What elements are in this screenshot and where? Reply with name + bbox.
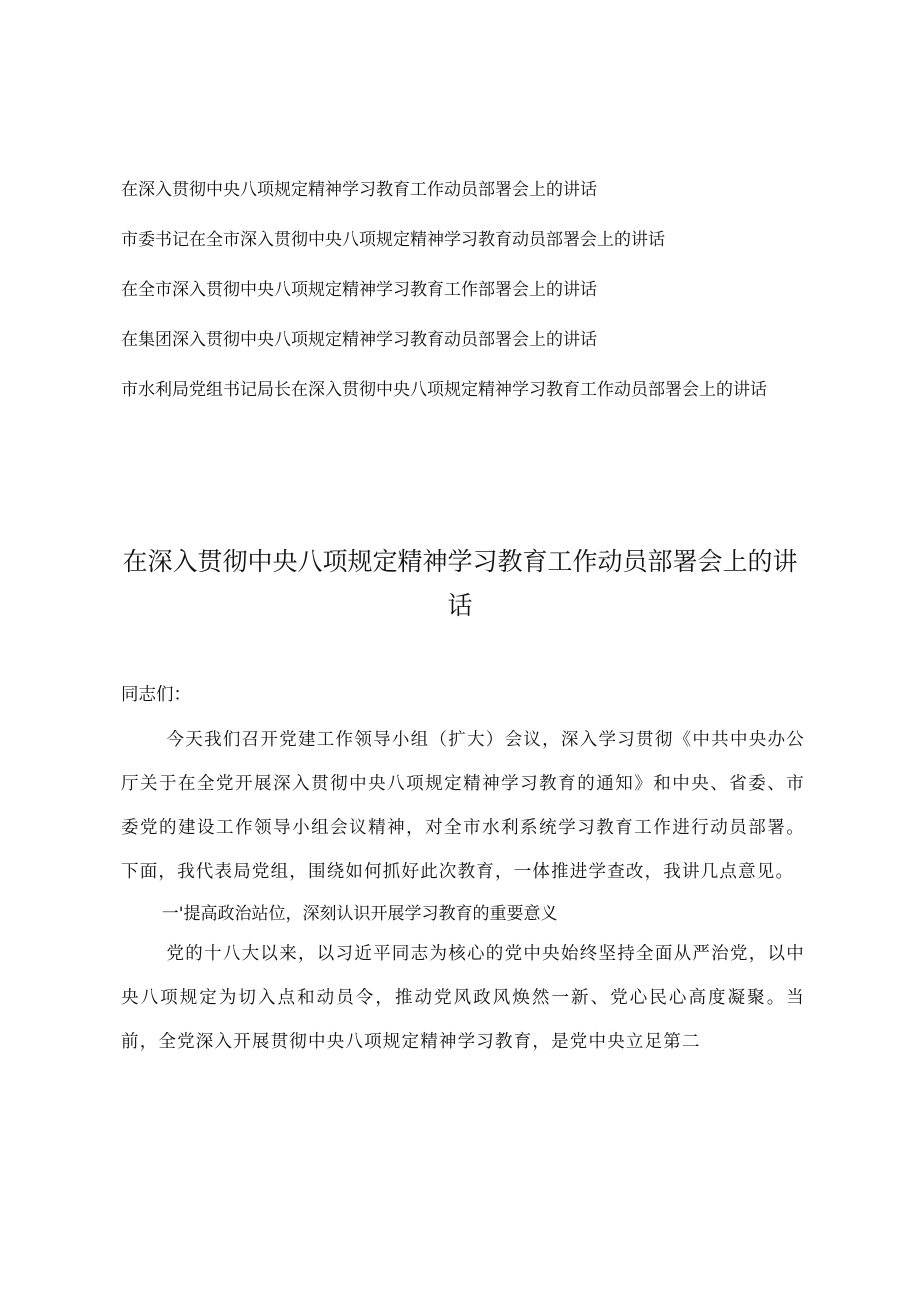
- paragraph-2: 党的十八大以来，以习近平同志为核心的党中央始终坚持全面从严治党，以中央八项规定为切入点和动员令，推动党风政风焕然一新、党心民心高度凝聚。当前，全党深入开展贯彻中央八项规定精神学习教育，是党中央立足第二: [121, 944, 805, 1052]
- toc-item-3[interactable]: 在全市深入贯彻中央八项规定精神学习教育工作部署会上的讲话: [121, 280, 597, 300]
- salutation: 同志们：: [121, 685, 191, 705]
- toc-item-2[interactable]: 市委书记在全市深入贯彻中央八项规定精神学习教育动员部署会上的讲话: [121, 230, 665, 250]
- document-body: [121, 676, 805, 1064]
- toc-item-5[interactable]: 市水利局党组书记局长在深入贯彻中央八项规定精神学习教育工作动员部署会上的讲话: [121, 380, 767, 400]
- toc-item-1[interactable]: 在深入贯彻中央八项规定精神学习教育工作动员部署会上的讲话: [121, 180, 597, 200]
- paragraph-1: 今天我们召开党建工作领导小组（扩大）会议，深入学习贯彻《中共中央办公厅关于在全党开展深入贯彻中央八项规定精神学习教育的通知》和中央、省委、市委党的建设工作领导小组会议精神，对全市水利系统学习教育工作进行动员部署。下面，我代表局党组，围绕如何抓好此次教育，一体推进学查改，我讲几点意见。: [121, 730, 805, 882]
- table-of-contents: [121, 176, 801, 426]
- section-heading-1: 一'提高政治站位，深刻认识开展学习教育的重要意义: [161, 904, 558, 924]
- document-title: 在深入贯彻中央八项规定精神学习教育工作动员部署会上的讲话: [122, 547, 798, 620]
- toc-item-4[interactable]: 在集团深入贯彻中央八项规定精神学习教育动员部署会上的讲话: [121, 330, 597, 350]
